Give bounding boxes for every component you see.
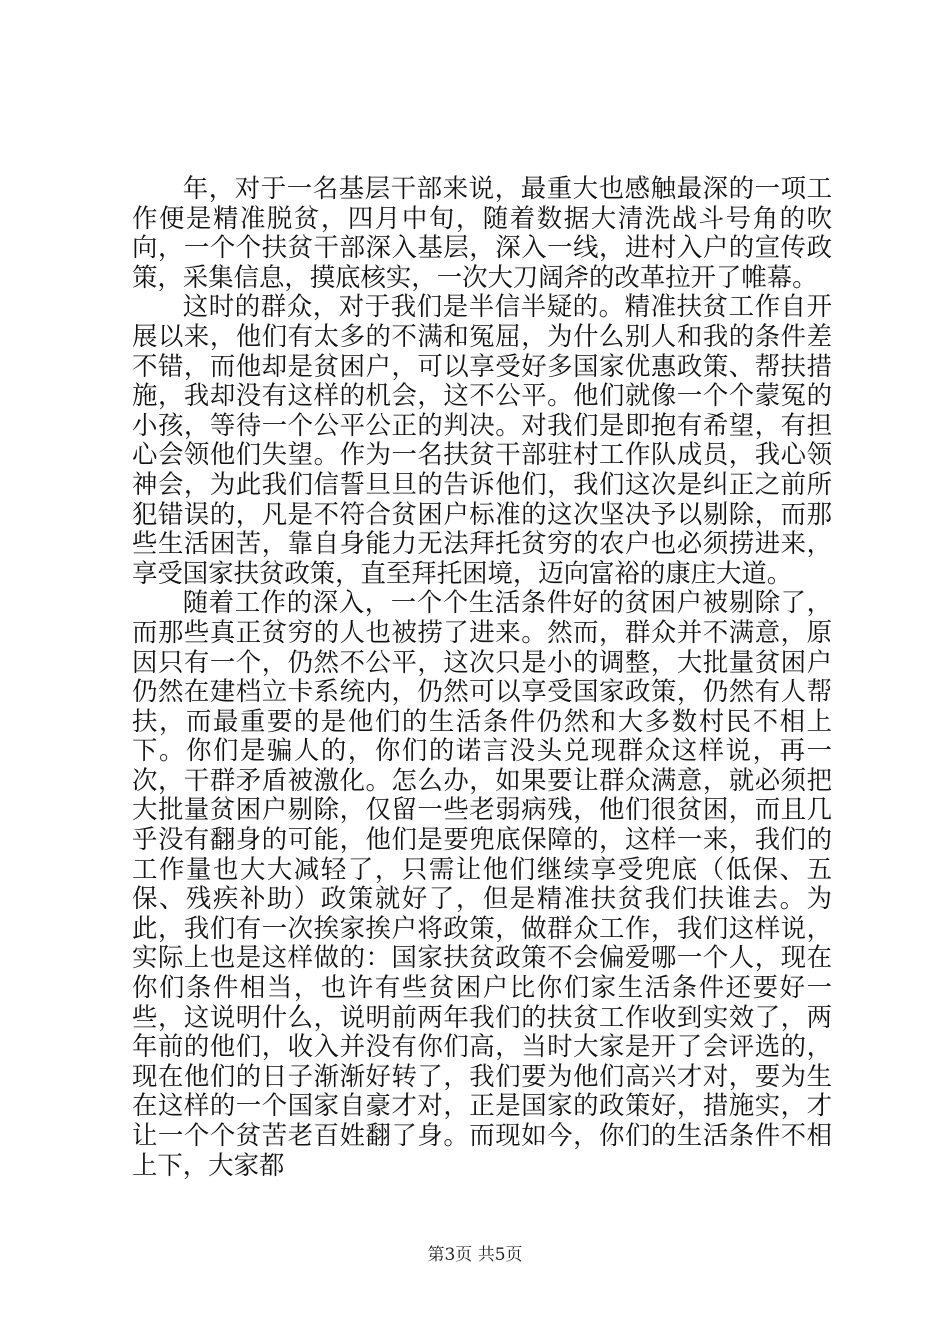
paragraph-1: 年，对于一名基层干部来说，最重大也感触最深的一项工作便是精准脱贫，四月中旬，随着数据大清洗战斗号角的吹向，一个个扶贫干部深入基层，深入一线，进村入户的宣传政策，采集信息，摸底核实，一次大刀阔斧的改革拉开了帷幕。 bbox=[132, 173, 832, 292]
paragraph-3: 随着工作的深入，一个个生活条件好的贫困户被剔除了，而那些真正贫穷的人也被捞了进来。然而，群众并不满意，原因只有一个，仍然不公平，这次只是小的调整，大批量贫困户仍然在建档立卡系统内，仍然可以享受国家政策，仍然有人帮扶，而最重要的是他们的生活条件仍然和大多数村民不相上下。你们是骗人的，你们的诺言没头兑现群众这样说，再一次，干群矛盾被激化。怎么办，如果要让群众满意，就必须把大批量贫困户剔除，仅留一些老弱病残，他们很贫困，而且几乎没有翻身的可能，他们是要兜底保障的，这样一来，我们的工作量也大大减轻了，只需让他们继续享受兜底（低保、五保、残疾补助）政策就好了，但是精准扶贫我们扶谁去。为此，我们有一次挨家挨户将政策，做群众工作，我们这样说，实际上也是这样做的：国家扶贫政策不会偏爱哪一个人，现在你们条件相当，也许有些贫困户比你们家生活条件还要好一些，这说明什么，说明前两年我们的扶贫工作收到实效了，两年前的他们，收入并没有你们高，当时大家是开了会评选的，现在他们的日子渐渐好转了，我们要为他们高兴才对，要为生在这样的一个国家自豪才对，正是国家的政策好，措施实，才让一个个贫苦老百姓翻了身。而现如今，你们的生活条件不相上下，大家都 bbox=[132, 587, 832, 1180]
page-footer: 第3页 共5页 bbox=[427, 1245, 523, 1265]
paragraph-2: 这时的群众，对于我们是半信半疑的。精准扶贫工作自开展以来，他们有太多的不满和冤屈，为什么别人和我的条件差不错，而他却是贫困户，可以享受好多国家优惠政策、帮扶措施，我却没有这样的机会，这不公平。他们就像一个个蒙冤的小孩，等待一个公平公正的判决。对我们是即抱有希望，有担心会领他们失望。作为一名扶贫干部驻村工作队成员，我心领神会，为此我们信誓旦旦的告诉他们，我们这次是纠正之前所犯错误的，凡是不符合贫困户标准的这次坚决予以剔除，而那些生活困苦，靠自身能力无法拜托贫穷的农户也必须捞进来，享受国家扶贫政策，直至拜托困境，迈向富裕的康庄大道。 bbox=[132, 291, 832, 588]
document-body bbox=[132, 174, 832, 1180]
